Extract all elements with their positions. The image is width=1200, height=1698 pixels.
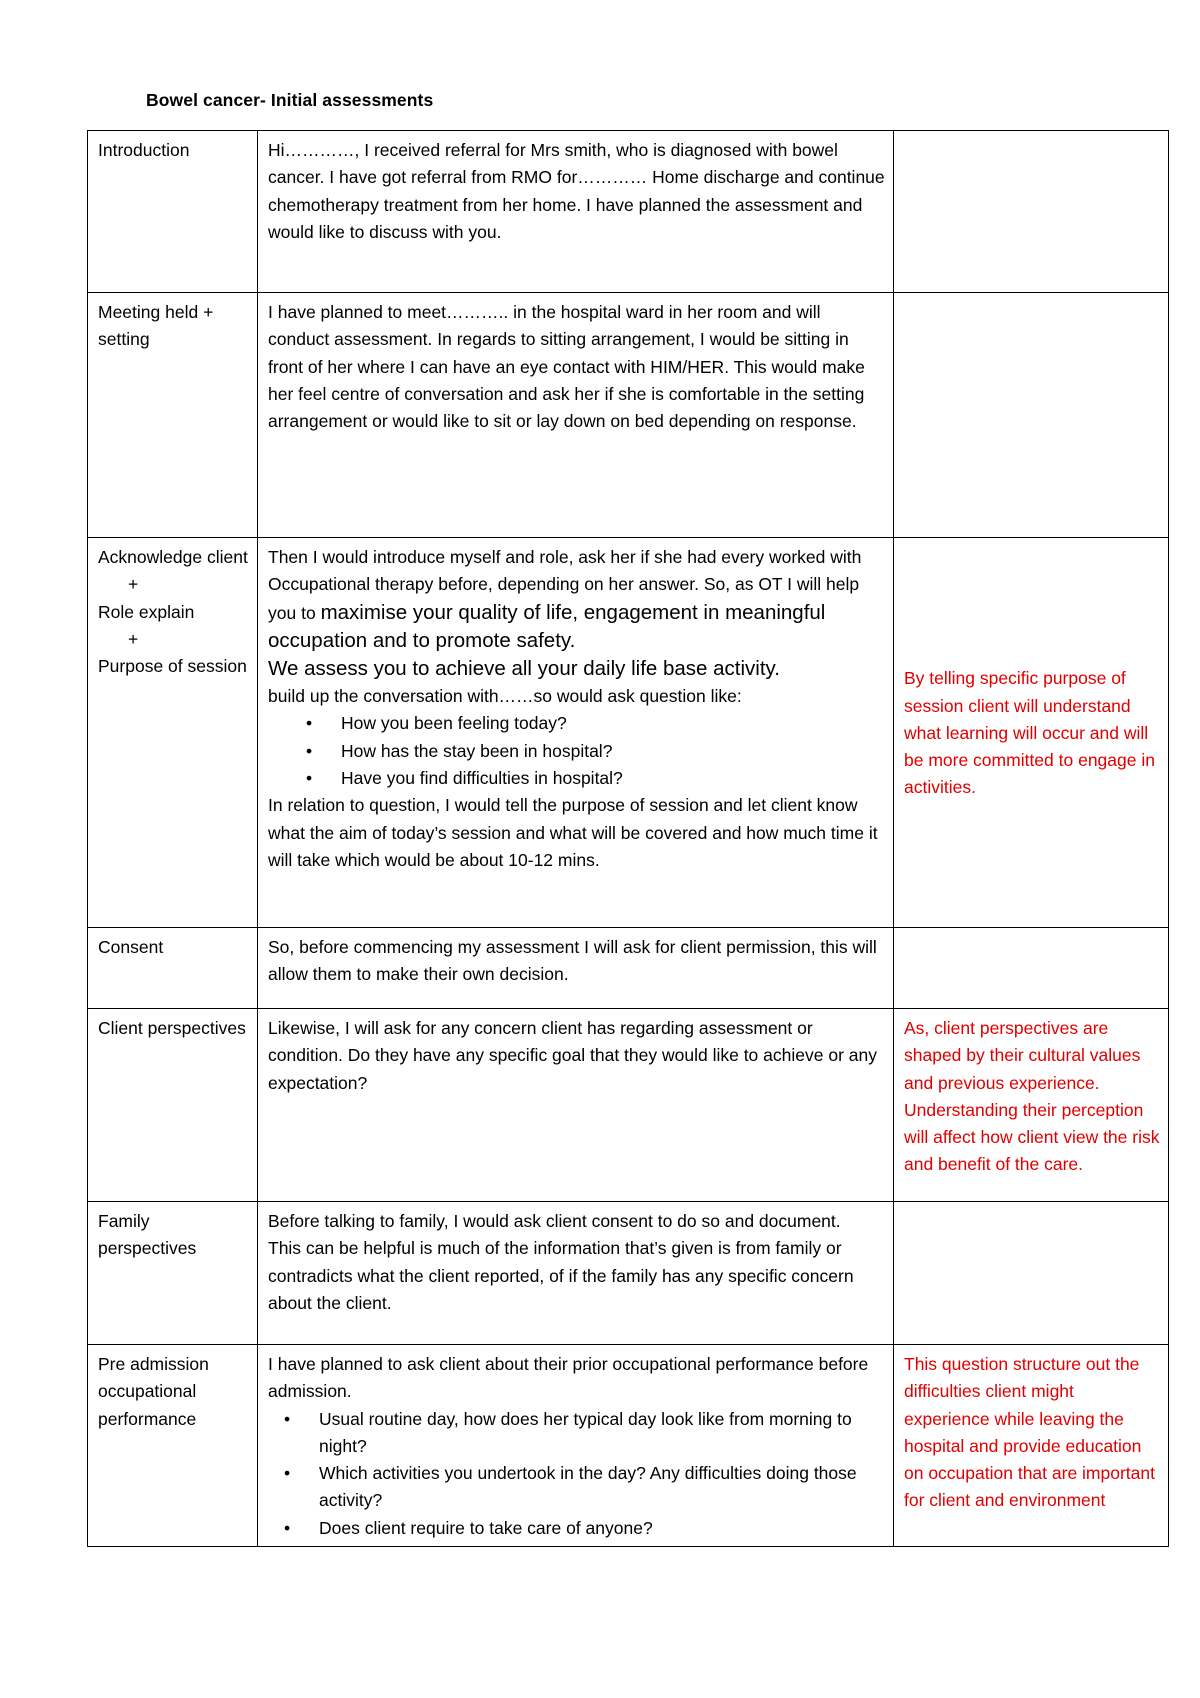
label-part: Role explain [98,601,195,622]
document-title: Bowel cancer- Initial assessments [146,90,434,110]
row-content: So, before commencing my assessment I will ask for client permission, this will allow them to make their own decision. [258,928,894,1009]
row-content: Likewise, I will ask for any concern client has regarding assessment or condition. Do they have any specific goal that they would like to achieve or any expectation? [258,1009,894,1202]
content-paragraph: This can be helpful is much of the information that’s given is from family or contradicts what the client reported, of if the family has any specific concern about the client. [268,1238,854,1313]
list-item: • Which activities you undertook in the day? Any difficulties doing those activity? [268,1460,885,1515]
list-item: • Usual routine day, how does her typical day look like from morning to night? [268,1406,885,1461]
table-row [88,1202,1169,1345]
row-content [258,1345,894,1547]
content-after: In relation to question, I would tell the purpose of session and let client know what the aim of today’s session and what will be covered and how much time it will take which would be about 10-12 mins. [268,795,878,870]
row-label: Client perspectives [88,1009,258,1202]
row-label: Meeting held + setting [88,293,258,538]
row-label: Consent [88,928,258,1009]
row-content [258,1202,894,1345]
question-list [268,710,885,792]
row-content: I have planned to meet……….. in the hospital ward in her room and will conduct assessment. In regards to sitting arrangement, I would be sitting in front of her where I can have an eye contact with HIM/HER. This would make her feel centre of conversation and ask her if she is comfortable in the setting arrangement or would like to sit or lay down on bed depending on response. [258,293,894,538]
content-paragraph: I have planned to ask client about their prior occupational performance before admission. [268,1354,869,1402]
row-label: Pre admission occupational performance [88,1345,258,1547]
assessment-table [87,130,1169,1547]
content-paragraph: Before talking to family, I would ask client consent to do so and document. [268,1211,841,1231]
table-row [88,293,1169,538]
row-content: Hi…………, I received referral for Mrs smith, who is diagnosed with bowel cancer. I have got referral from RMO for………… Home discharge and continue chemotherapy treatment from her home. I have planned the assessment and would like to discuss with you. [258,131,894,293]
question-list [268,1406,885,1542]
table-row [88,131,1169,293]
label-plus: + [128,628,139,649]
table-row [88,928,1169,1009]
label-plus: + [128,574,139,595]
row-label: Introduction [88,131,258,293]
row-label [88,538,258,928]
content-build: build up the conversation with……so would ask question like: [268,686,742,707]
list-item: • How has the stay been in hospital? [268,738,885,765]
content-emphasis: We assess you to achieve all your daily life base activity. [268,657,780,681]
content-intro: Then I would introduce myself and role, ask her if she had every worked with Occupational therapy before, depending on her answer. So, as OT I will help you to [268,547,862,623]
table-row [88,1345,1169,1547]
list-item: • How you been feeling today? [268,710,885,737]
row-note [894,293,1169,538]
row-note [894,131,1169,293]
row-label: Family perspectives [88,1202,258,1345]
row-note [894,1202,1169,1345]
row-note: This question structure out the difficulties client might experience while leaving the hospital and provide education on occupation that are important for client and environment [894,1345,1169,1547]
label-part: Purpose of session [98,656,247,677]
row-note: As, client perspectives are shaped by their cultural values and previous experience. Understanding their perception will affect how client view the risk and benefit of the care. [894,1009,1169,1202]
table-row [88,1009,1169,1202]
content-emphasis: maximise your quality of life, engagement in meaningful occupation and to promote safety. [268,600,826,652]
list-item: • Does client require to take care of anyone? [268,1515,885,1542]
list-item: • Have you find difficulties in hospital? [268,765,885,792]
label-part: Acknowledge client [98,547,248,567]
row-note: By telling specific purpose of session client will understand what learning will occur and will be more committed to engage in activities. [894,538,1169,928]
row-content [258,538,894,928]
row-note [894,928,1169,1009]
table-row [88,538,1169,928]
